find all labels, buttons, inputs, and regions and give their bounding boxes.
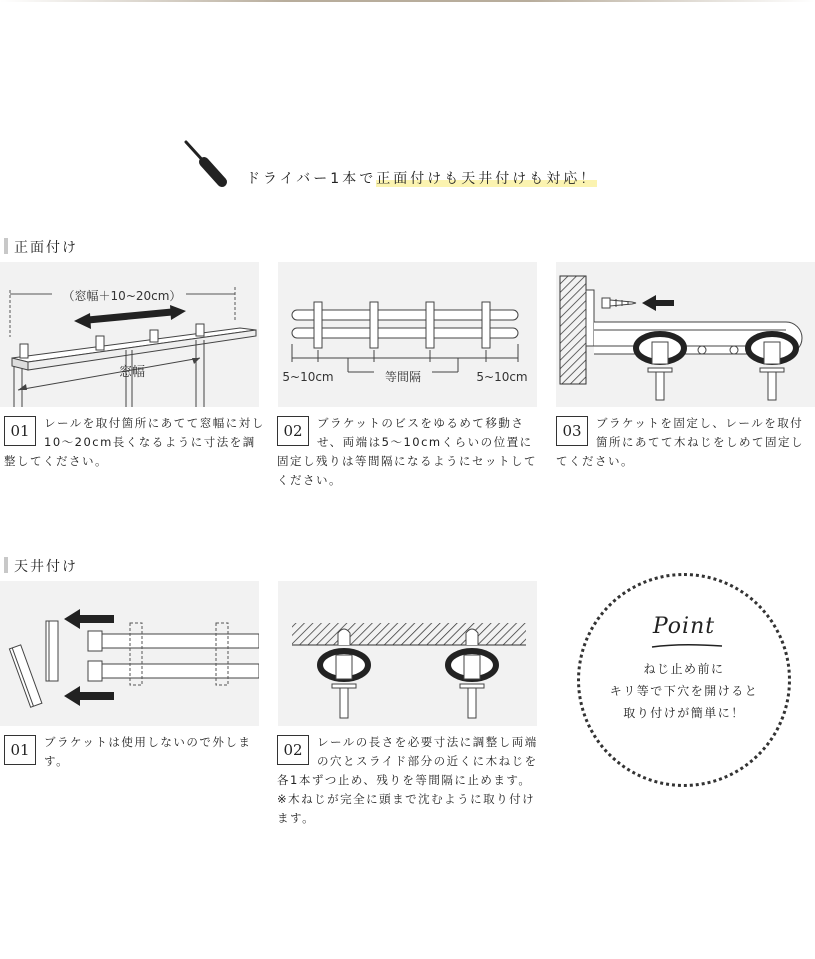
- front-step-1: [4, 414, 266, 471]
- front-width-label: 窓幅: [118, 365, 146, 380]
- spacing-left-label: 5~10cm: [282, 370, 334, 384]
- point-title: Point: [652, 614, 716, 639]
- step-text: ブラケットを固定し、レールを取付箇所にあてて木ねじをしめて固定してください。: [556, 416, 804, 468]
- step-number: 01: [4, 735, 36, 765]
- point-line: ねじ止め前に: [643, 662, 725, 676]
- ceiling-step-2: [277, 733, 539, 828]
- diagram-front-wall-mount: [556, 262, 815, 407]
- step-number: 02: [277, 735, 309, 765]
- spacing-center-label: 等間隔: [384, 370, 422, 384]
- point-underline: [650, 642, 724, 650]
- diagram-front-spacing: [278, 262, 537, 407]
- section-title-ceiling: 天井付け: [4, 556, 78, 576]
- step-number: 03: [556, 416, 588, 446]
- step-number: 01: [4, 416, 36, 446]
- section-title-front: 正面付け: [4, 237, 78, 257]
- headline-lead: ドライバー1本で: [246, 171, 377, 187]
- ceiling-step-1: [4, 733, 266, 771]
- point-body: [580, 658, 788, 724]
- point-callout: [577, 573, 791, 787]
- diagram-front-measure: [0, 262, 259, 407]
- step-text: ブラケットのビスをゆるめて移動させ、両端は5〜10cmくらいの位置に固定し残りは等間隔になるようにセットしてください。: [277, 416, 537, 487]
- headline-text: [246, 168, 597, 188]
- step-number: 02: [277, 416, 309, 446]
- diagram-ceiling-remove: [0, 581, 259, 726]
- front-step-3: [556, 414, 812, 471]
- front-step-2: [277, 414, 539, 490]
- point-line: キリ等で下穴を開けると: [609, 684, 759, 698]
- diagram-ceiling-mount: [278, 581, 537, 726]
- headline-highlight: 正面付けも天井付けも対応！: [376, 171, 598, 187]
- spacing-right-label: 5~10cm: [476, 370, 528, 384]
- headline: [180, 138, 660, 198]
- front-measure-label: （窓幅＋10~20cm）: [62, 289, 182, 303]
- top-divider-line: [0, 0, 815, 2]
- point-line: 取り付けが簡単に！: [623, 706, 745, 720]
- step-text: ブラケットは使用しないので外します。: [44, 735, 252, 768]
- screwdriver-icon: [180, 138, 240, 198]
- step-text: レールを取付箇所にあてて窓幅に対し10〜20cm長くなるように寸法を調整してください。: [4, 416, 265, 468]
- screw-icon: [602, 298, 636, 308]
- step-text: レールの長さを必要寸法に調整し両端の穴とスライド部分の近くに木ねじを各1本ずつ止め、残りを等間隔に止めます。※木ねじが完全に頭まで沈むように取り付けます。: [277, 735, 538, 825]
